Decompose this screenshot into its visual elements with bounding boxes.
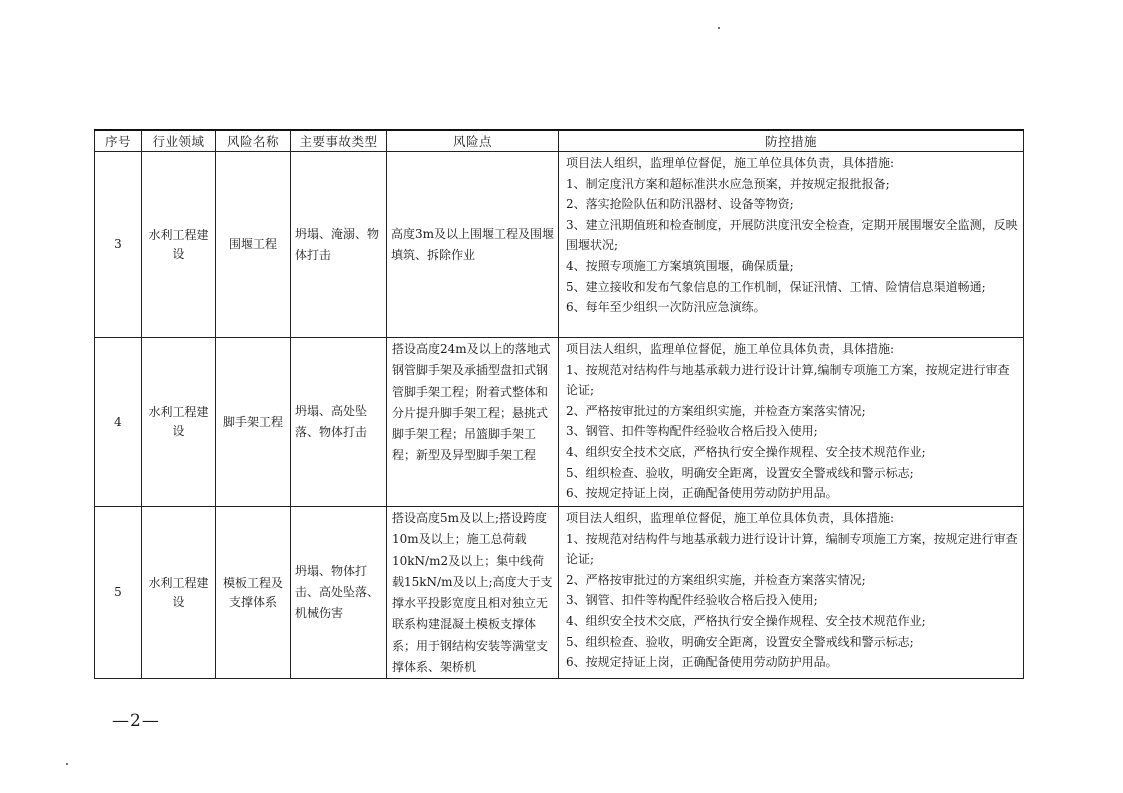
risk-table — [94, 129, 1024, 679]
measure-item: 2、严格按审批过的方案组织实施，并检查方案落实情况; — [566, 403, 866, 418]
row-accident-types: 坍塌、高处坠落、物体打击 — [291, 338, 387, 507]
table-header-row — [95, 130, 1024, 152]
measure-item: 6、每年至少组织一次防汛应急演练。 — [566, 300, 766, 315]
measure-item: 5、组织检查、验收，明确安全距离，设置安全警戒线和警示标志; — [566, 634, 914, 649]
scan-speck — [718, 27, 720, 29]
row-accident-types: 坍塌、淹溺、物体打击 — [291, 152, 387, 338]
table-row — [95, 507, 1024, 679]
measure-item: 6、按规定持证上岗，正确配备使用劳动防护用品。 — [566, 486, 838, 501]
row-domain: 水利工程建设 — [142, 507, 216, 679]
row-seq: 3 — [95, 152, 142, 338]
page-number: —2— — [112, 711, 160, 731]
row-measures — [559, 152, 1024, 338]
header-domain: 行业领域 — [142, 130, 216, 152]
row-domain: 水利工程建设 — [142, 152, 216, 338]
row-domain: 水利工程建设 — [142, 338, 216, 507]
header-risk-points: 风险点 — [387, 130, 559, 152]
measure-item: 1、按规范对结构件与地基承载力进行设计计算,编制专项施工方案，按规定进行审查论证; — [566, 362, 1010, 398]
row-risk-name: 模板工程及支撑体系 — [216, 507, 291, 679]
measure-item: 4、按照专项施工方案填筑围堰，确保质量; — [566, 258, 794, 273]
header-risk-name: 风险名称 — [216, 130, 291, 152]
measure-item: 项目法人组织，监理单位督促，施工单位具体负责，具体措施: — [566, 511, 895, 525]
row-risk-points: 搭设高度24m及以上的落地式钢管脚手架及承插型盘扣式钢管脚手架工程；附着式整体和分片提升脚手架工程；悬挑式脚手架工程；吊篮脚手架工程；新型及异型脚手架工程 — [387, 338, 559, 507]
header-seq: 序号 — [95, 130, 142, 152]
row-seq: 5 — [95, 507, 142, 679]
row-risk-points: 搭设高度5m及以上;搭设跨度10m及以上；施工总荷载10kN/m2及以上；集中线荷载15kN/m及以上;高度大于支撑水平投影宽度且相对独立无联系构建混凝土模板支撑体系；用于钢结构安装等满堂支撑体系、架桥机 — [387, 507, 559, 679]
measure-item: 3、钢管、扣件等构配件经验收合格后投入使用; — [566, 593, 818, 608]
measure-item: 项目法人组织，监理单位督促，施工单位具体负责，具体措施: — [566, 156, 895, 170]
row-risk-name: 脚手架工程 — [216, 338, 291, 507]
measure-item: 6、按规定持证上岗，正确配备使用劳动防护用品。 — [566, 655, 838, 670]
table-row — [95, 152, 1024, 338]
measure-item: 1、制定度汛方案和超标准洪水应急预案，并按规定报批报备; — [566, 176, 890, 191]
row-accident-types: 坍塌、物体打击、高处坠落、机械伤害 — [291, 507, 387, 679]
header-accident-types: 主要事故类型 — [291, 130, 387, 152]
table-row — [95, 338, 1024, 507]
row-measures — [559, 507, 1024, 679]
row-risk-points: 高度3m及以上围堰工程及围堰填筑、拆除作业 — [387, 152, 559, 338]
measure-item: 1、按规范对结构件与地基承载力进行设计计算，编制专项施工方案，按规定进行审查论证; — [566, 531, 1018, 567]
row-seq: 4 — [95, 338, 142, 507]
row-measures — [559, 338, 1024, 507]
measure-item: 3、钢管、扣件等构配件经验收合格后投入使用; — [566, 424, 818, 439]
measure-item: 5、建立接收和发布气象信息的工作机制，保证汛情、工情、险情信息渠道畅通; — [566, 279, 986, 294]
scan-speck — [66, 763, 68, 765]
measure-item: 项目法人组织，监理单位督促，施工单位具体负责，具体措施: — [566, 342, 895, 356]
measure-item: 4、组织安全技术交底，严格执行安全操作规程、安全技术规范作业; — [566, 444, 926, 459]
measure-item: 2、落实抢险队伍和防汛器材、设备等物资; — [566, 197, 794, 212]
measure-item: 3、建立汛期值班和检查制度，开展防洪度汛安全检查，定期开展围堰安全监测，反映围堰状况; — [566, 217, 1018, 253]
measure-item: 2、严格按审批过的方案组织实施，并检查方案落实情况; — [566, 572, 866, 587]
measure-item: 5、组织检查、验收，明确安全距离，设置安全警戒线和警示标志; — [566, 465, 914, 480]
row-risk-name: 围堰工程 — [216, 152, 291, 338]
measure-item: 4、组织安全技术交底，严格执行安全操作规程、安全技术规范作业; — [566, 613, 926, 628]
header-measures: 防控措施 — [559, 130, 1024, 152]
